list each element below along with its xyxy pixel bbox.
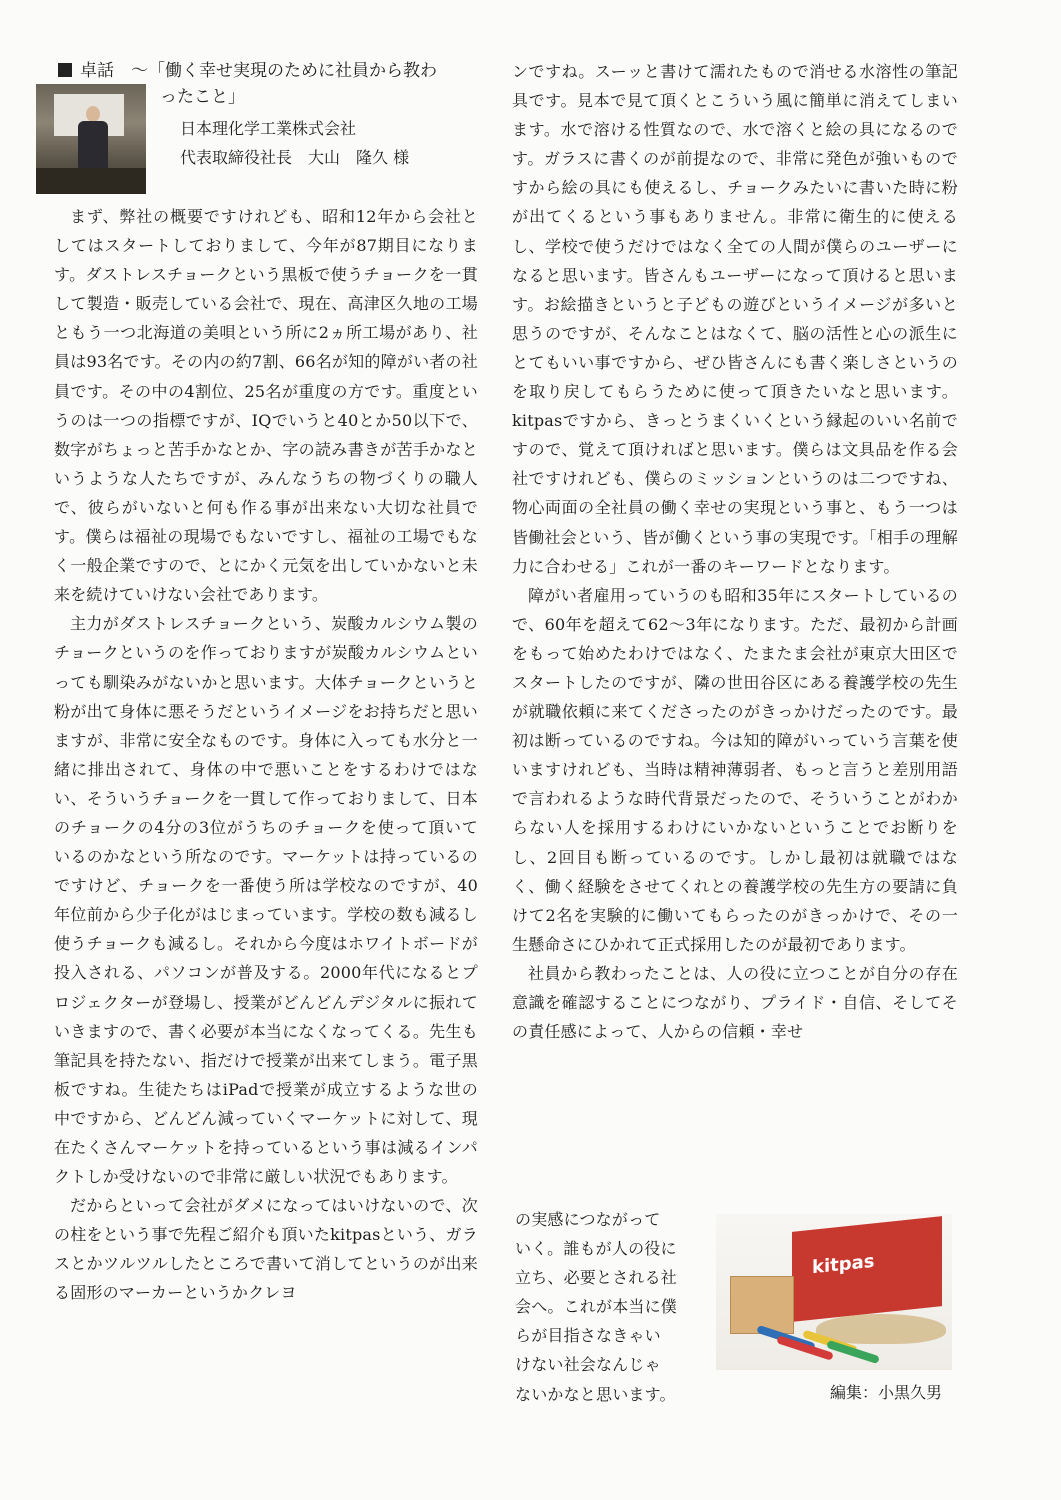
right-column [512, 57, 958, 1046]
paragraph: 障がい者雇用っていうのも昭和35年にスタートしているので、60年を超えて62～3年になります。ただ、最初から計画をもって始めたわけではなく、たまたま会社が東京大田区でスタートしたのですが、隣の世田谷区にある養護学校の先生が就職依頼に来てくださったのがきっかけだったのです。最初は断っているのですね。今は知的障がいっていう言葉を使いますけれども、当時は精神薄弱者、もっと言うと差別用語で言われるような時代背景だったので、そういうことがわからない人を採用するわけにいかないということでお断りをし、2回目も断っているのです。しかし最初は就職ではなく、働く経験をさせてくれとの養護学校の先生方の要請に負けて2名を実験的に働いてもらったのがきっかけで、その一生懸命さにひかれて正式採用したのが最初であります。 [512, 585, 958, 954]
square-bullet-icon [58, 63, 72, 77]
paragraph: 主力がダストレスチョークという、炭酸カルシウム製のチョークというのを作っておりますが炭酸カルシウムといっても馴染みがないかと思います。大体チョークというと粉が出て身体に悪そうだというイメージをお持ちだと思いますが、非常に安全なものです。身体に入っても水分と一緒に排出されて、身体の中で悪いことをするわけではない、そういうチョークを一貫して作っておりまして、日本のチョークの4分の3位がうちのチョークを使って頂いているのかなという所なのです。マーケットは持っているのですけど、チョークを一番使う所は学校なのですが、40年位前から少子化がはじまっています。学校の数も減るし使うチョークも減るし。それから今度はホワイトボードが投入される、パソコンが普及する。2000年代になるとプロジェクターが登場し、授業がどんどんデジタルに振れていきますので、書く必要が本当になくなってくる。先生も筆記具を持たない、指だけで授業が出来てしまう。電子黒板ですね。生徒たちはiPadで授業が成立するような世の中ですから、どんどん減っていくマーケットに対して、現在たくさんマーケットを持っているという事は減るインパクトしか受けないので非常に厳しい状況でもあります。 [54, 614, 478, 1187]
company-name: 日本理化学工業株式会社 [180, 119, 357, 138]
text-line: けない社会なんじゃ [515, 1355, 661, 1375]
paragraph: だからといって会社がダメになってはいけないので、次の柱をという事で先程ご紹介も頂いたkitpasという、ガラスとかツルツルしたところで書いて消してというのが出来る固形のマーカーというかクレヨ [54, 1196, 478, 1303]
editor-credit: 編集：小黒久男 [830, 1383, 943, 1402]
text-line: いく。誰もが人の役に [515, 1239, 677, 1259]
paragraph: 社員から教わったことは、人の役に立つことが自分の存在意識を確認することにつながり、プライド・自信、そしてその責任感によって、人からの信頼・幸せ [512, 963, 958, 1042]
paragraph: ンですね。スーッと書けて濡れたもので消せる水溶性の筆記具です。見本で見て頂くとこういう風に簡単に消えてしまいます。水で溶ける性質なので、水で溶くと絵の具になるのです。ガラスに書くのが前提なので、非常に発色が強いものですから絵の具にも使えるし、チョークみたいに書いた時に粉が出てくるという事もありません。非常に衛生的に使えるし、学校で使うだけではなく全ての人間が僕らのユーザーになると思います。皆さんもユーザーになって頂けると思います。お絵描きというと子どもの遊びというイメージが多いと思うのですが、そんなことはなくて、脳の活性と心の派生にとてもいい事ですから、ぜひ皆さんにも書く楽しさというのを取り戻してもらうために使って頂きたいなと思います。kitpasですから、きっとうまくいくという縁起のいい名前ですので、覚えて頂ければと思います。僕らは文具品を作る会社ですけれども、僕らのミッションというのは二つですね、物心両面の全社員の働く幸せの実現という事と、もう一つは皆働社会という、皆が働くという事の実現です。「相手の理解力に合わせる」これが一番のキーワードとなります。 [512, 62, 958, 576]
text-line: 会へ。これが本当に僕 [515, 1297, 678, 1317]
speaker-info [160, 84, 409, 172]
text-line: 立ち、必要とされる社 [515, 1268, 678, 1288]
kitpas-logo: kitpas [812, 1250, 875, 1279]
text-line: の実感につながって [515, 1210, 661, 1229]
text-line: らが目指さなきゃい [515, 1326, 661, 1346]
speaker-name: 代表取締役社長 大山 隆久 様 [180, 148, 410, 167]
closing-text [515, 1205, 705, 1409]
speaker-photo [36, 84, 146, 194]
text-line: ないかなと思います。 [515, 1384, 676, 1404]
title-line-1: 卓話 ～「働く幸せ実現のために社員から教わ [80, 61, 437, 81]
paragraph: まず、弊社の概要ですけれども、昭和12年から会社としてはスタートしておりまして、今年が87期目になります。ダストレスチョークという黒板で使うチョークを一貫して製造・販売している会社で、現在、高津区久地の工場ともう一つ北海道の美唄という所に2ヵ所工場があり、社員は93名です。その内の約7割、66名が知的障がい者の社員です。その中の4割位、25名が重度の方です。重度というのは一つの指標ですが、IQでいうと40とか50以下で、数字がちょっと苦手かなとか、字の読み書きが苦手かなというような人たちですが、みんなうちの物づくりの職人で、彼らがいないと何も作る事が出来ない大切な社員です。僕らは福祉の現場でもないですし、福祉の工場でもなく一般企業ですので、とにかく元気を出していかないと未来を続けていけない会社であります。 [54, 207, 478, 605]
talk-title [58, 58, 498, 84]
title-line-2: ったこと」 [160, 87, 245, 107]
kitpas-product-photo [716, 1214, 952, 1370]
left-column [54, 202, 478, 1308]
